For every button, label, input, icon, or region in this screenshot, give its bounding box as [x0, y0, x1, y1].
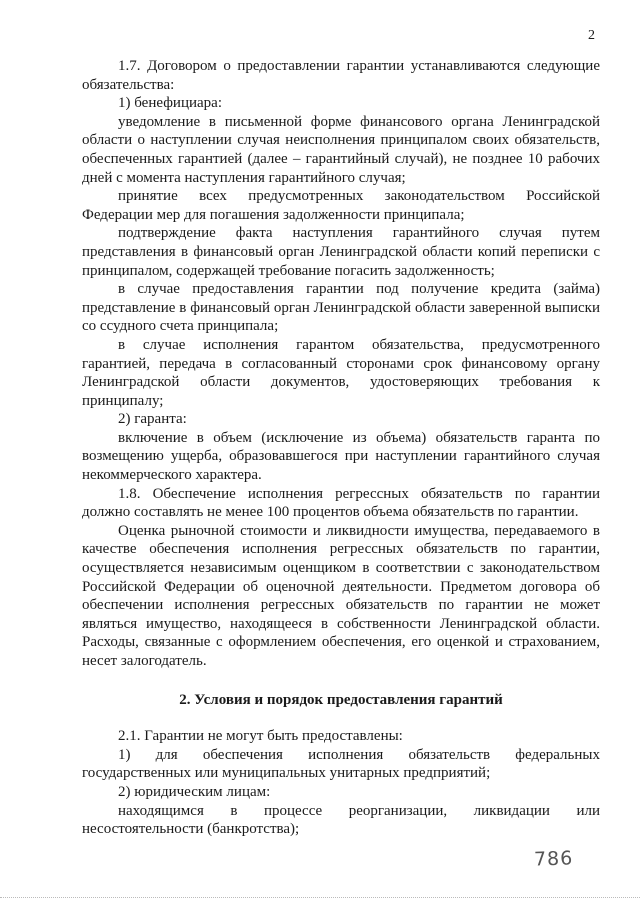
paragraph-reorganization: находящимся в процессе реорганизации, ликвидации или несостоятельности (банкротства);	[82, 802, 600, 838]
paragraph-2-1: 2.1. Гарантии не могут быть предоставлены:	[118, 728, 403, 745]
paragraph-loan-statement: в случае предоставления гарантии под получение кредита (займа) представление в финансовый орган Ленинградской области заверенной выписки со ссудного счета принципала;	[82, 281, 600, 335]
scan-edge-line	[0, 897, 640, 898]
paragraph-notification: уведомление в письменной форме финансового органа Ленинградской области о наступлении случая неисполнения принципалом своих обязательств, обеспеченных гарантией (далее – гарантийный случай), не позднее 10 рабочих дней с момента наступления гарантийного случая;	[82, 113, 600, 186]
paragraph-valuation: Оценка рыночной стоимости и ликвидности имущества, передаваемого в качестве обеспечения исполнения регрессных обязательств по гарантии, осуществляется независимым оценщиком в соответствии с законодательством Российской Федерации об оценочной деятельности. Предметом договора об обеспечении исполнения регрессных обязательств по гарантии не может являться имущество, находящееся в собственности Ленинградской области. Расходы, связанные с оформлением обеспечения, его оценкой и страхованием, несет залогодатель.	[82, 522, 600, 669]
handwritten-number: 786	[533, 847, 574, 871]
paragraph-measures: принятие всех предусмотренных законодательством Российской Федерации мер для погашения задолженности принципала;	[82, 188, 600, 223]
paragraph-1-7: 1.7. Договором о предоставлении гарантии устанавливаются следующие обязательства:	[82, 58, 600, 93]
paragraph-1-8: 1.8. Обеспечение исполнения регрессных обязательств по гарантии должно составлять не менее 100 процентов объема обязательств по гарантии.	[82, 485, 600, 521]
paragraph-guarantor: 2) гаранта:	[118, 411, 187, 428]
paragraph-documents: в случае исполнения гарантом обязательства, предусмотренного гарантией, передача в согласованный сторонами срок финансовому органу Ленинградской области документов, удостоверяющих требования к принципалу;	[82, 336, 600, 409]
paragraph-inclusion: включение в объем (исключение из объема) обязательств гаранта по возмещению ущерба, образовавшегося при наступлении гарантийного случая некоммерческого характера.	[82, 429, 600, 484]
section-heading: 2. Условия и порядок предоставления гарантий	[179, 691, 503, 708]
document-body	[82, 57, 600, 839]
paragraph-confirmation: подтверждение факта наступления гарантийного случая путем представления в финансовый орган Ленинградской области копий переписки с принципалом, содержащей требование погасить задолженность;	[82, 225, 600, 279]
page-number: 2	[588, 28, 595, 43]
paragraph-beneficiary: 1) бенефициара:	[118, 95, 222, 112]
paragraph-legal-entities: 2) юридическим лицам:	[118, 783, 271, 800]
paragraph-unitary-enterprises: 1) для обеспечения исполнения обязательств федеральных государственных или муниципальных унитарных предприятий;	[82, 746, 600, 782]
